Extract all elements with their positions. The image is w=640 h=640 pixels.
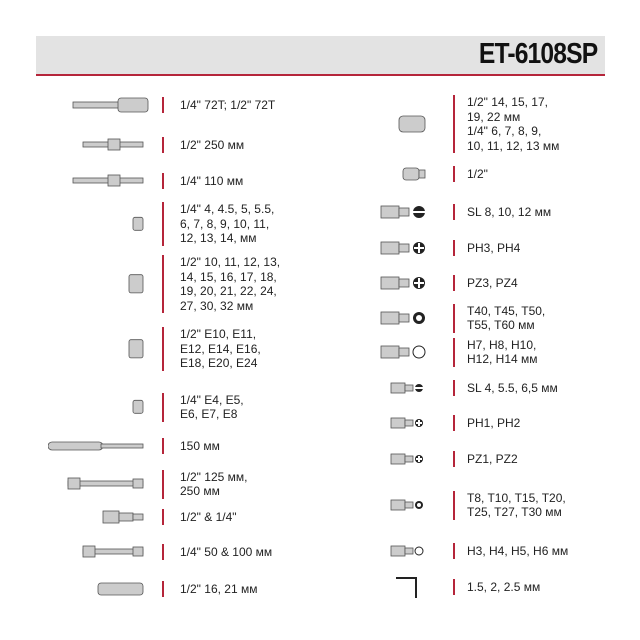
- tool-spec-text: 1/2": [467, 166, 488, 181]
- slotted-bit-socket-icon: [376, 197, 446, 232]
- divider: [453, 543, 455, 559]
- tool-spec-text: 1/4" 72T; 1/2" 72T: [180, 97, 276, 112]
- adapter-icon: [376, 159, 446, 194]
- tool-spec-text: 1/2" 14, 15, 17, 19, 22 мм 1/4" 6, 7, 8, 9, 10, 11, 12, 13 мм: [467, 95, 560, 153]
- divider: [453, 240, 455, 256]
- torx-socket-icon: [48, 334, 158, 369]
- divider: [453, 338, 455, 367]
- torx-bit-socket-icon: [376, 303, 446, 338]
- divider: [162, 438, 164, 454]
- divider: [453, 166, 455, 182]
- tool-spec-text: T40, T45, T50, T55, T60 мм: [467, 303, 546, 332]
- hex-key-icon: [376, 572, 446, 607]
- divider: [162, 137, 164, 153]
- tool-spec-text: SL 4, 5.5, 6,5 мм: [467, 380, 558, 395]
- slotted-bit-icon: [376, 373, 446, 408]
- divider: [162, 327, 164, 371]
- tool-spec-text: 1/2" 16, 21 мм: [180, 581, 258, 596]
- ratchet-icon: [48, 90, 158, 125]
- divider: [162, 97, 164, 113]
- screwdriver-handle-icon: [48, 431, 158, 466]
- tool-spec-text: H3, H4, H5, H6 мм: [467, 543, 569, 558]
- tool-spec-text: PZ1, PZ2: [467, 451, 518, 466]
- divider: [162, 544, 164, 560]
- divider: [453, 204, 455, 220]
- divider: [453, 95, 455, 153]
- extension-small-icon: [48, 537, 158, 572]
- divider: [453, 380, 455, 396]
- tool-spec-text: 1/2" 250 мм: [180, 137, 245, 152]
- t-handle-bar-small-icon: [48, 166, 158, 201]
- divider: [162, 509, 164, 525]
- tool-spec-text: SL 8, 10, 12 мм: [467, 204, 552, 219]
- tool-spec-text: PZ3, PZ4: [467, 275, 518, 290]
- tool-spec-text: 1/4" E4, E5, E6, E7, E8: [180, 392, 244, 421]
- divider: [453, 304, 455, 333]
- tool-spec-text: PH3, PH4: [467, 240, 521, 255]
- divider: [162, 470, 164, 499]
- divider: [162, 255, 164, 313]
- tool-spec-text: 1/2" & 1/4": [180, 509, 237, 524]
- torx-bit-icon: [376, 490, 446, 525]
- divider: [453, 579, 455, 595]
- tool-spec-text: T8, T10, T15, T20, T25, T27, T30 мм: [467, 490, 566, 519]
- pozidriv-bit-icon: [376, 444, 446, 479]
- model-title: ET-6108SP: [478, 38, 597, 70]
- divider: [453, 491, 455, 520]
- phillips-bit-icon: [376, 408, 446, 443]
- tool-spec-text: PH1, PH2: [467, 415, 521, 430]
- pozidriv-bit-socket-icon: [376, 268, 446, 303]
- tool-spec-text: 1/4" 110 мм: [180, 173, 244, 188]
- divider: [453, 451, 455, 467]
- hex-bit-icon: [376, 536, 446, 571]
- tool-spec-text: 1/2" 10, 11, 12, 13, 14, 15, 16, 17, 18, 19, 20, 21, 22, 24, 27, 30, 32 мм: [180, 255, 281, 313]
- tool-spec-text: H7, H8, H10, H12, H14 мм: [467, 337, 538, 366]
- tool-spec-text: 150 мм: [180, 438, 220, 453]
- t-handle-bar-icon: [48, 130, 158, 165]
- divider: [162, 173, 164, 189]
- tool-spec-text: 1.5, 2, 2.5 мм: [467, 579, 541, 594]
- phillips-bit-socket-icon: [376, 233, 446, 268]
- tool-spec-text: 1/2" E10, E11, E12, E14, E16, E18, E20, E24: [180, 327, 261, 371]
- tool-spec-text: 1/2" 125 мм, 250 мм: [180, 469, 248, 498]
- tool-spec-text: 1/4" 50 & 100 мм: [180, 544, 273, 559]
- socket-large-icon: [48, 269, 158, 304]
- divider: [453, 275, 455, 291]
- divider: [162, 393, 164, 422]
- divider: [453, 415, 455, 431]
- socket-small-icon: [48, 209, 158, 244]
- universal-joint-icon: [48, 502, 158, 537]
- tool-spec-text: 1/4" 4, 4.5, 5, 5.5, 6, 7, 8, 9, 10, 11, 12, 13, 14, мм: [180, 202, 275, 246]
- divider: [162, 581, 164, 597]
- deep-socket-icon: [376, 109, 446, 144]
- torx-socket-small-icon: [48, 392, 158, 427]
- hex-bit-socket-icon: [376, 337, 446, 372]
- extension-bar-icon: [48, 469, 158, 504]
- spark-plug-socket-icon: [48, 574, 158, 609]
- divider: [162, 202, 164, 246]
